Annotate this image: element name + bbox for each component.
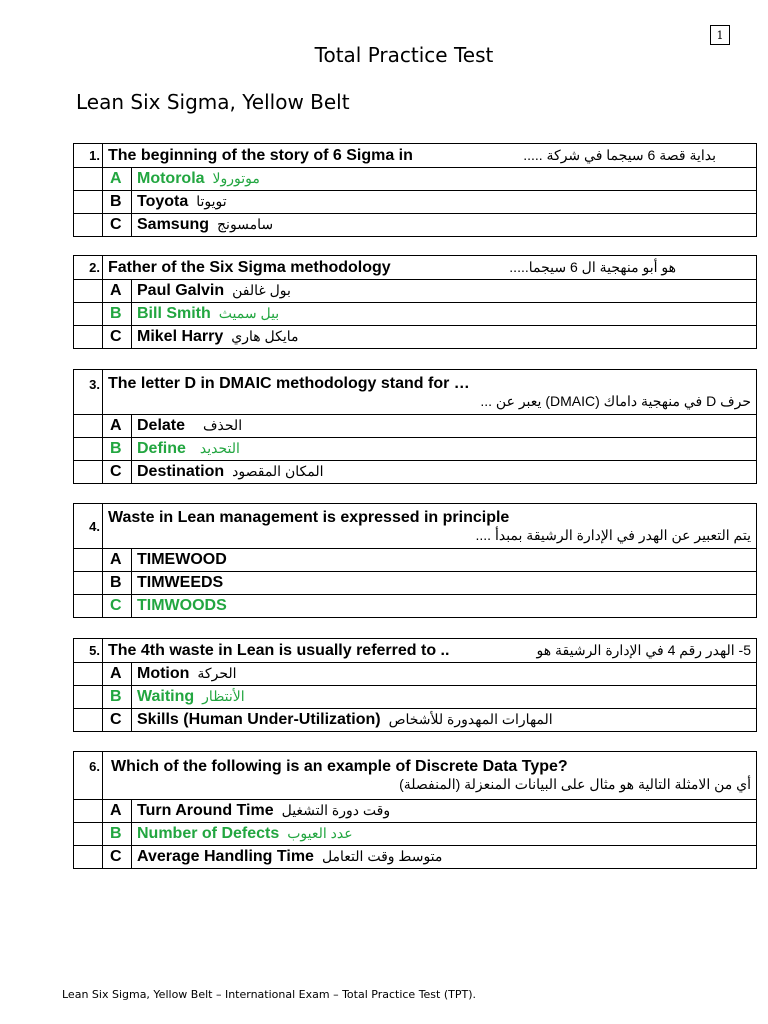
option-letter: C <box>103 326 132 349</box>
option-text-ar: بيل سميث <box>218 305 280 321</box>
option-text-en: Paul Galvin <box>137 282 225 299</box>
option-text-en: Samsung <box>137 216 210 233</box>
option-text-ar: مايكل هاري <box>231 328 299 344</box>
option-letter: C <box>103 214 132 237</box>
page-subtitle: Lean Six Sigma, Yellow Belt <box>76 90 350 114</box>
question-text-ar: حرف D في منهجية داماك (DMAIC) يعبر عن ... <box>480 392 751 409</box>
question-number: 1. <box>74 144 103 168</box>
option-text-en: Delate <box>137 417 186 434</box>
option-letter: A <box>103 168 132 191</box>
question-text-en: Waste in Lean management is expressed in principle <box>108 508 510 526</box>
option-letter: B <box>103 572 132 595</box>
option-letter: C <box>103 595 132 618</box>
option-text-en: Bill Smith <box>137 305 211 322</box>
option-text-en: Destination <box>137 463 225 480</box>
question-text-en: Which of the following is an example of Discrete Data Type? <box>111 758 568 775</box>
option-text-en: TIMWOODS <box>137 597 227 614</box>
option-text-ar: وقت دورة التشغيل <box>281 802 391 818</box>
question-2-table <box>73 255 757 349</box>
option-text-ar: موتورولا <box>212 170 260 186</box>
question-text-en: The 4th waste in Lean is usually referred to .. <box>108 641 450 659</box>
option-text-ar: متوسط وقت التعامل <box>321 848 443 864</box>
question-text-en: Father of the Six Sigma methodology <box>108 258 391 276</box>
option-letter: B <box>103 823 132 846</box>
option-text-en: Motorola <box>137 170 205 187</box>
option-letter: A <box>103 280 132 303</box>
option-letter: A <box>103 549 132 572</box>
option-letter: B <box>103 438 132 461</box>
option-letter: A <box>103 415 132 438</box>
option-text-ar: المهارات المهدورة للأشخاص <box>388 711 553 727</box>
option-text-en: Motion <box>137 665 190 682</box>
option-letter: B <box>103 686 132 709</box>
question-number: 6. <box>74 752 103 800</box>
option-text-ar: الأنتظار <box>202 688 245 704</box>
option-text-en: Turn Around Time <box>137 802 274 819</box>
option-text-ar: عدد العيوب <box>287 825 353 841</box>
option-text-en: TIMWEEDS <box>137 574 224 591</box>
option-text-ar: تويوتا <box>196 193 227 209</box>
option-text-en: Number of Defects <box>137 825 280 842</box>
option-letter: B <box>103 303 132 326</box>
option-letter: C <box>103 709 132 732</box>
option-letter: A <box>103 800 132 823</box>
option-text-ar: التحديد <box>199 440 240 456</box>
question-text-ar: أي من الامثلة التالية هو مثال على البيانات المنعزلة (المنفصلة) <box>399 776 751 792</box>
option-text-en: Skills (Human Under-Utilization) <box>137 711 381 728</box>
question-3-table <box>73 369 757 484</box>
question-text-en: The letter D in DMAIC methodology stand for … <box>108 374 470 392</box>
option-text-en: TIMEWOOD <box>137 551 227 568</box>
question-4-table <box>73 503 757 618</box>
question-number: 2. <box>74 256 103 280</box>
option-text-en: Average Handling Time <box>137 848 314 865</box>
option-text-en: Toyota <box>137 193 189 210</box>
question-text-ar: بداية قصة 6 سيجما في شركة ..... <box>523 147 716 163</box>
question-6-table <box>73 751 757 869</box>
option-letter: B <box>103 191 132 214</box>
option-letter: C <box>103 846 132 869</box>
question-1-table <box>73 143 757 237</box>
question-number: 4. <box>74 504 103 549</box>
question-text-en: The beginning of the story of 6 Sigma in <box>108 146 413 164</box>
page-number: 1 <box>710 25 730 45</box>
option-letter: A <box>103 663 132 686</box>
option-text-en: Waiting <box>137 688 195 705</box>
question-number: 5. <box>74 639 103 663</box>
option-text-ar: الحذف <box>203 417 243 433</box>
option-text-ar: بول غالفن <box>232 282 291 298</box>
option-text-ar: الحركة <box>197 665 237 681</box>
question-number: 3. <box>74 370 103 415</box>
question-text-ar: هو أبو منهجية ال 6 سيجما..... <box>509 259 676 275</box>
option-text-ar: المكان المقصود <box>232 463 324 479</box>
question-text-ar: 5- الهدر رقم 4 في الإدارة الرشيقة هو <box>536 642 751 658</box>
option-text-en: Define <box>137 440 186 457</box>
page-title: Total Practice Test <box>314 43 494 67</box>
question-5-table <box>73 638 757 732</box>
option-text-ar: سامسونج <box>217 216 274 232</box>
option-text-en: Mikel Harry <box>137 328 224 345</box>
question-text-ar: يتم التعبير عن الهدر في الإدارة الرشيقة بمبدأ .... <box>475 526 751 543</box>
option-letter: C <box>103 461 132 484</box>
page-footer: Lean Six Sigma, Yellow Belt – International Exam – Total Practice Test (TPT). <box>62 988 477 1001</box>
